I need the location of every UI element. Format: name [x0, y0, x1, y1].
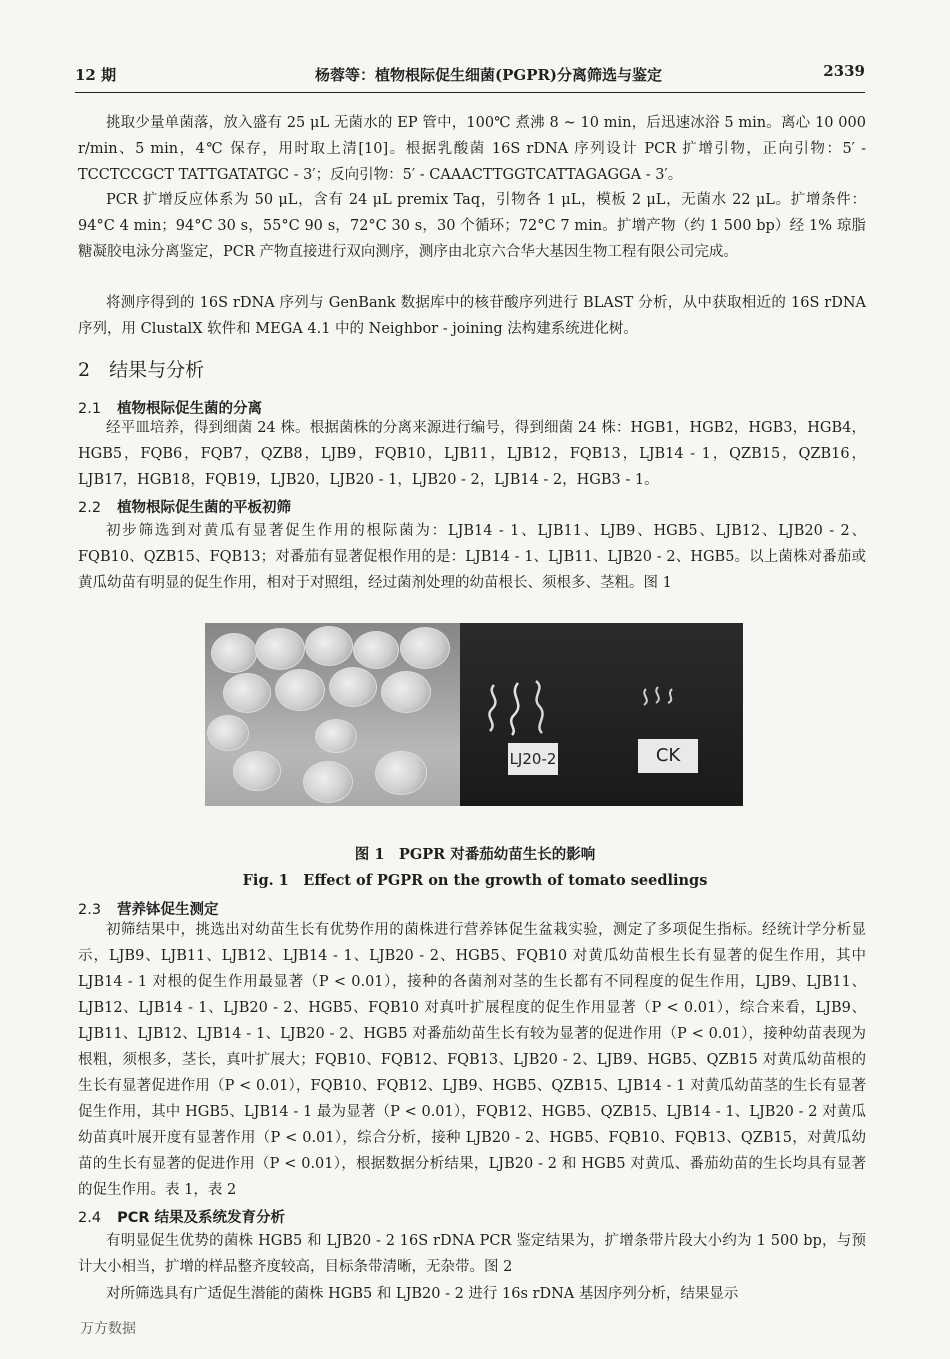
running-header [75, 58, 865, 86]
subsection-title: PCR 结果及系统发育分析 [117, 1210, 286, 1226]
paragraph-pcr-result: 有明显促生优势的菌株 HGB5 和 LJB20 - 2 16S rDNA PCR 鉴定结果为，扩增条带片段大小约为 1 500 bp，与预计大小相当，扩增的样品整齐度较高，目标条带清晰，无杂带。图 2 [78, 1233, 866, 1275]
paragraph-blast-analysis: 将测序得到的 16S rDNA 序列与 GenBank 数据库中的核苷酸序列进行 BLAST 分析，从中获取相近的 16S rDNA 序列，用 ClustalX 软件和 MEGA 4.1 中的 Neighbor - joining 法构建系统进化树。 [78, 295, 866, 337]
page-number: 2339 [823, 62, 865, 80]
seedling-roots-drawing [460, 623, 743, 806]
paragraph-pcr-conditions: PCR 扩增反应体系为 50 μL，含有 24 μL premix Taq，引物各 1 μL，模板 2 μL，无菌水 22 μL。扩增条件：94°C 4 min；94°C 30 s，55°C 90 s，72°C 30 s，30 个循环；72°C 7 min。扩增产物（约 1 500 bp）经 1% 琼脂糖凝胶电泳分离鉴定，PCR 产物直接进行双向测序，测序由北京六合华大基因生物工程有限公司完成。 [78, 192, 866, 260]
subsection-title: 植物根际促生菌的分离 [117, 401, 263, 417]
figure-caption-english: Fig. 1 Effect of PGPR on the growth of tomato seedlings [242, 872, 708, 889]
running-title: 杨蓉等：植物根际促生细菌(PGPR)分离筛选与鉴定 [315, 66, 663, 84]
subsection-number: 2.3 [78, 902, 102, 918]
control-label: CK [638, 739, 698, 773]
figure-1 [205, 623, 743, 806]
subsection-number: 2.2 [78, 500, 102, 516]
section-heading-results: 2 结果与分析 [78, 359, 205, 381]
paragraph-isolation: 经平皿培养，得到细菌 24 株。根据菌株的分离来源进行编号，得到细菌 24 株：HGB1，HGB2，HGB3，HGB4，HGB5，FQB6，FQB7，QZB8，LJB9，FQB10，LJB11，LJB12，FQB13，LJB14 - 1，QZB15，QZB16，LJB17，HGB18，FQB19，LJB20，LJB20 - 1，LJB20 - 2，LJB14 - 2，HGB3 - 1。 [78, 420, 866, 488]
subsection-number: 2.4 [78, 1210, 102, 1226]
paragraph-plate-screening: 初步筛选到对黄瓜有显著促生作用的根际菌为：LJB14 - 1、LJB11、LJB9、HGB5、LJB12、LJB20 - 2、FQB10、QZB15、FQB13；对番茄有显著促根作用的是：LJB14 - 1、LJB11、LJB20 - 2、HGB5。以上菌株对番茄或黄瓜幼苗有明显的促生作用，相对于对照组，经过菌剂处理的幼苗根长、须根多、茎粗。图 1 [78, 523, 866, 591]
issue-number: 12 期 [75, 66, 117, 84]
paragraph-sequence-analysis: 对所筛选具有广适促生潜能的菌株 HGB5 和 LJB20 - 2 进行 16s rDNA 基因序列分析，结果显示 [106, 1286, 739, 1302]
header-rule [75, 92, 865, 93]
subsection-title: 营养钵促生测定 [117, 902, 219, 918]
paragraph-dna-extraction: 挑取少量单菌落，放入盛有 25 μL 无菌水的 EP 管中，100℃ 煮沸 8 ~ 10 min，后迅速冰浴 5 min。离心 10 000 r/min、5 min，4℃ 保存，用时取上清[10]。根据乳酸菌 16S rDNA 序列设计 PCR 扩增引物，正向引物：5′ - TCCTCCGCT TATTGATATGC - 3′；反向引物：5′ - CAAACTTGGTCATTAGAGGA - 3′。 [78, 115, 866, 183]
paragraph-pot-experiment: 初筛结果中，挑选出对幼苗生长有优势作用的菌株进行营养钵促生盆栽实验，测定了多项促生指标。经统计学分析显示，LJB9、LJB11、LJB12、LJB14 - 1、LJB20 - 2、HGB5、FQB10 对黄瓜幼苗根生长有显著的促生作用，其中 LJB14 - 1 对根的促生作用最显著（P < 0.01），接种的各菌剂对茎的生长都有不同程度的促生作用，LJB9、LJB11、LJB12、LJB14 - 1、LJB20 - 2、HGB5、FQB10 对真叶扩展程度的促生作用显著（P < 0.01），综合来看，LJB9、LJB11、LJB12、LJB14 - 1、LJB20 - 2、HGB5 对番茄幼苗生长有较为显著的促进作用（P < 0.01），接种幼苗表现为根粗，须根多，茎长，真叶扩展大；FQB10、FQB12、FQB13、LJB20 - 2、LJB9、HGB5、QZB15 对黄瓜幼苗根的生长有显著促进作用（P < 0.01），FQB10、FQB12、LJB9、HGB5、QZB15、LJB14 - 1 对黄瓜幼苗茎的生长有显著促生作用，其中 HGB5、LJB14 - 1 最为显著（P < 0.01），FQB12、HGB5、QZB15、LJB14 - 1、LJB20 - 2 对黄瓜幼苗真叶展开度有显著作用（P < 0.01），综合分析，接种 LJB20 - 2、HGB5、FQB10、FQB13、QZB15，对黄瓜幼苗的生长有显著的促进作用（P < 0.01），根据数据分析结果，LJB20 - 2 和 HGB5 对黄瓜、番茄幼苗的生长均具有显著的促生作用。表 1，表 2 [78, 922, 866, 1198]
subsection-number: 2.1 [78, 401, 102, 417]
watermark: 万方数据 [80, 1321, 136, 1337]
figure-caption-chinese: 图 1 PGPR 对番茄幼苗生长的影响 [354, 846, 596, 863]
subsection-heading-2-3 [78, 898, 219, 919]
subsection-heading-2-2 [78, 496, 291, 517]
petri-dish-photo [205, 623, 460, 806]
seedling-comparison-photo [460, 623, 743, 806]
subsection-title: 植物根际促生菌的平板初筛 [117, 500, 292, 516]
subsection-heading-2-4 [78, 1206, 285, 1227]
treatment-label: LJ20-2 [508, 743, 558, 775]
